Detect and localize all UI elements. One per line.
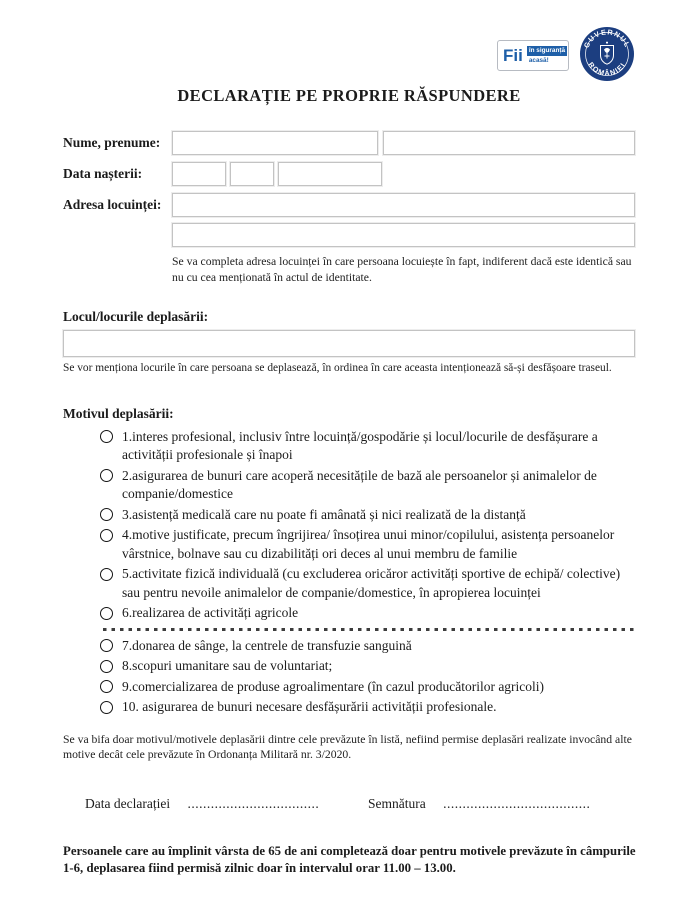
reason-option-9[interactable]: [63, 678, 635, 697]
reason-option-2[interactable]: [63, 467, 635, 504]
address-row: [63, 193, 635, 247]
svg-text:ROMÂNIEI: ROMÂNIEI: [586, 60, 628, 78]
radio-circle-icon[interactable]: [100, 508, 113, 521]
birth-day-input[interactable]: [172, 162, 226, 186]
travel-section: [63, 309, 635, 377]
name-row: [63, 131, 635, 155]
reason-option-10[interactable]: [63, 698, 635, 717]
reason-option-4[interactable]: [63, 526, 635, 563]
radio-circle-icon[interactable]: [100, 660, 113, 673]
identity-section: [63, 131, 635, 285]
address-line2-input[interactable]: [172, 223, 635, 247]
reason-label: 8.scopuri umanitare sau de voluntariat;: [122, 658, 333, 673]
radio-circle-icon[interactable]: [100, 568, 113, 581]
address-line1-input[interactable]: [172, 193, 635, 217]
reason-option-8[interactable]: [63, 657, 635, 676]
address-note: Se va completa adresa locuinței în care persoana locuiește în fapt, indiferent dacă este identică sau nu cu cea menționată în actul de identitate.: [172, 255, 632, 284]
fii-badge-tail: acasă!: [528, 57, 549, 64]
reason-label: 7.donarea de sânge, la centrele de transfuzie sanguină: [122, 637, 412, 653]
birthdate-label: Data nașterii:: [63, 166, 143, 181]
reason-label: 6.realizarea de activități agricole: [122, 605, 299, 620]
signature-fill-line[interactable]: ......................................: [443, 795, 591, 811]
reason-label: 4.motive justificate, precum îngrijirea/ însoțirea unui minor/copilului, asistența persoanelor vârstnice, bolnave sau cu dizabilități ori deces al unui membru de familie: [122, 527, 615, 561]
reason-label: 10. asigurarea de bunuri necesare desfășurării activității profesionale.: [122, 699, 497, 714]
page-title: DECLARAȚIE PE PROPRIE RĂSPUNDERE: [177, 86, 521, 105]
radio-circle-icon[interactable]: [100, 639, 113, 652]
svg-text:GUVERNUL: GUVERNUL: [581, 27, 633, 50]
reason-label: 1.interes profesional, inclusiv între locuință/gospodărie și locul/locurile de desfășurare a activității profesionale și înapoi: [122, 428, 598, 462]
dashed-divider: [103, 628, 637, 631]
declaration-date-fill-line[interactable]: ..................................: [187, 795, 320, 811]
reasons-section: [63, 406, 635, 763]
reason-option-1[interactable]: [63, 428, 635, 465]
reason-label: 3.asistență medicală care nu poate fi amânată și nici realizată de la distanță: [122, 506, 526, 522]
reasons-note: Se va bifa doar motivul/motivele deplasării dintre cele prevăzute în listă, nefiind permise deplasări realizate invocând alte motive decât cele prevăzute în Ordonanța Militară nr. 3/2020.: [63, 732, 632, 761]
fii-badge-word: Fii: [503, 46, 523, 65]
reason-label: 5.activitate fizică individuală (cu excluderea oricăror activități sportive de echipă/ colective) sau pentru nevoile animalelor de companie/domestice, în apropierea locuinței: [122, 566, 621, 600]
reason-option-6[interactable]: [63, 604, 635, 623]
radio-circle-icon[interactable]: [100, 529, 113, 542]
radio-circle-icon[interactable]: [100, 469, 113, 482]
signature-label: Semnătura: [368, 795, 426, 811]
travel-label: Locul/locurile deplasării:: [63, 309, 209, 324]
radio-circle-icon[interactable]: [100, 680, 113, 693]
travel-note: Se vor menționa locurile în care persoana se deplasează, în ordinea în care aceasta intenționează să-și desfășoare traseul.: [63, 362, 612, 374]
travel-places-input[interactable]: [63, 330, 635, 357]
birth-month-input[interactable]: [230, 162, 274, 186]
guvernul-romaniei-seal-icon: [579, 26, 635, 82]
radio-circle-icon[interactable]: [100, 430, 113, 443]
reason-option-3[interactable]: [63, 506, 635, 525]
declaration-date-label: Data declarației: [85, 795, 171, 811]
fii-in-siguranta-badge: [497, 40, 569, 71]
header-logos: [63, 0, 635, 82]
reason-option-7[interactable]: [63, 637, 635, 656]
reason-label: 9.comercializarea de produse agroalimentare (în cazul producătorilor agricoli): [122, 678, 545, 694]
first-name-input[interactable]: [383, 131, 635, 155]
radio-circle-icon[interactable]: [100, 607, 113, 620]
reason-label: 2.asigurarea de bunuri care acoperă necesitățile de bază ale persoanelor și animalelor de companie/domestice: [122, 467, 597, 501]
age-65-note: Persoanele care au împlinit vârsta de 65 de ani completează doar pentru motivele prevăzute în câmpurile 1-6, deplasarea fiind permisă zilnic doar în intervalul orar 11.00 – 13.00.: [63, 843, 636, 875]
radio-circle-icon[interactable]: [100, 701, 113, 714]
fii-badge-chip: în siguranță: [528, 47, 566, 54]
reasons-label: Motivul deplasării:: [63, 405, 174, 421]
address-label: Adresa locuinței:: [63, 197, 162, 212]
birthdate-row: [63, 162, 635, 186]
last-name-input[interactable]: [172, 131, 378, 155]
signature-row: [63, 796, 635, 816]
name-label: Nume, prenume:: [63, 135, 161, 150]
birth-year-input[interactable]: [278, 162, 382, 186]
reason-list: [63, 428, 635, 717]
reason-option-5[interactable]: [63, 565, 635, 602]
